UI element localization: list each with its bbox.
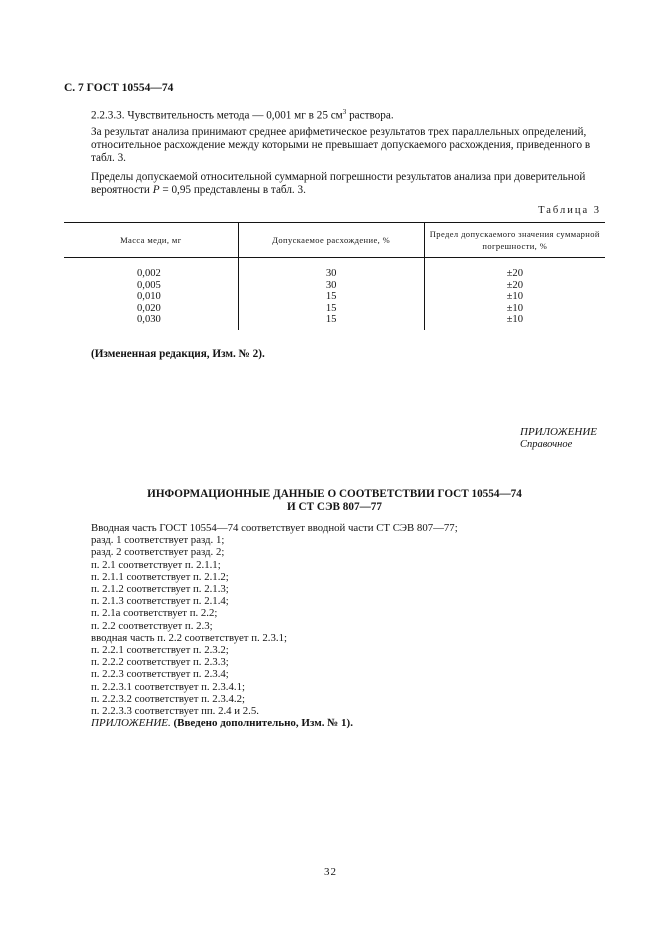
table-cell: 30 — [238, 258, 424, 280]
column-header-error-limit: Предел допускаемого значения суммарной погрешности, % — [424, 223, 605, 258]
table-caption: Таблица 3 — [538, 205, 601, 216]
table-cell: 0,020 — [137, 302, 161, 314]
appendix-title-line: И СТ СЭВ 807—77 — [287, 501, 382, 513]
list-item: п. 2.1 соответствует п. 2.1.1; — [91, 558, 221, 571]
table-cell: 0,010 — [137, 291, 161, 302]
list-item: п. 2.2.3.2 соответствует п. 2.3.4.2; — [91, 692, 245, 705]
correspondence-list — [91, 522, 458, 717]
table-cell: 0,030 — [137, 314, 161, 325]
page-header: С. 7 ГОСТ 10554—74 — [64, 82, 174, 94]
table-row — [64, 314, 605, 330]
list-item: п. 2.2.3.3 соответствует пп. 2.4 и 2.5. — [91, 705, 259, 718]
list-item: п. 2.2.3.1 соответствует п. 2.3.4.1; — [91, 680, 245, 693]
list-item: п. 2.1.3 соответствует п. 2.1.4; — [91, 595, 229, 608]
table-cell: 0,002 — [137, 268, 161, 279]
list-item: п. 2.1.1 соответствует п. 2.1.2; — [91, 570, 229, 583]
list-item: разд. 2 соответствует разд. 2; — [91, 546, 225, 559]
list-item: вводная часть п. 2.2 соответствует п. 2.3.1; — [91, 631, 287, 644]
sensitivity-paragraph: 2.2.3.3. Чувствительность метода — 0,001 мг в 25 $см^3$ раствора. — [91, 108, 394, 122]
page-number: 32 — [324, 866, 337, 878]
table-cell: ±10 — [424, 303, 605, 315]
table-cell: 0,005 — [137, 279, 161, 291]
error-limits-paragraph: Пределы допускаемой относительной суммарной погрешности результатов анализа при доверительной вероятности P = 0,95 представлены в табл. 3. — [91, 171, 586, 196]
table-cell: ±20 — [424, 280, 605, 292]
table-header-row — [64, 223, 605, 258]
table-row — [64, 303, 605, 315]
list-item: разд. 1 соответствует разд. 1; — [91, 534, 225, 547]
table-row — [64, 280, 605, 292]
data-table — [64, 222, 605, 330]
table-cell: ±20 — [424, 258, 605, 280]
list-item: п. 2.1.2 соответствует п. 2.1.3; — [91, 583, 229, 596]
column-header-discrepancy: Допускаемое расхождение, % — [238, 223, 424, 258]
list-item: п. 2.2 соответствует п. 2.3; — [91, 619, 213, 632]
list-item: п. 2.1а соответствует п. 2.2; — [91, 607, 218, 620]
table-row — [64, 291, 605, 303]
list-item: п. 2.2.3 соответствует п. 2.3.4; — [91, 668, 229, 681]
table-cell: ±10 — [424, 291, 605, 303]
appendix-label: ПРИЛОЖЕНИЕ — [520, 426, 597, 438]
list-item: п. 2.2.2 соответствует п. 2.3.3; — [91, 656, 229, 669]
table-cell: 15 — [238, 314, 424, 330]
table-cell: 30 — [238, 280, 424, 292]
appendix-title-line: ИНФОРМАЦИОННЫЕ ДАННЫЕ О СООТВЕТСТВИИ ГОСТ 10554—74 — [147, 488, 522, 500]
table-cell: 15 — [238, 291, 424, 303]
column-header-mass: Масса меди, мг — [64, 223, 238, 258]
appendix-title — [64, 488, 605, 514]
table-cell: ±10 — [424, 314, 605, 330]
result-paragraph: За результат анализа принимают среднее арифметическое результатов трех параллельных определений, относительное расхождение между которыми не превышает допускаемого расхождения, приведенного в табл. 3. — [91, 126, 591, 164]
list-item: п. 2.2.1 соответствует п. 2.3.2; — [91, 644, 229, 657]
table-cell: 15 — [238, 303, 424, 315]
list-item: Вводная часть ГОСТ 10554—74 соответствует вводной части СТ СЭВ 807—77; — [91, 522, 458, 534]
table-row — [64, 258, 605, 280]
change-note: (Измененная редакция, Изм. № 2). — [91, 348, 265, 360]
appendix-change-note: ПРИЛОЖЕНИЕ. (Введено дополнительно, Изм. № 1). — [91, 717, 353, 729]
appendix-sublabel: Справочное — [520, 439, 573, 450]
